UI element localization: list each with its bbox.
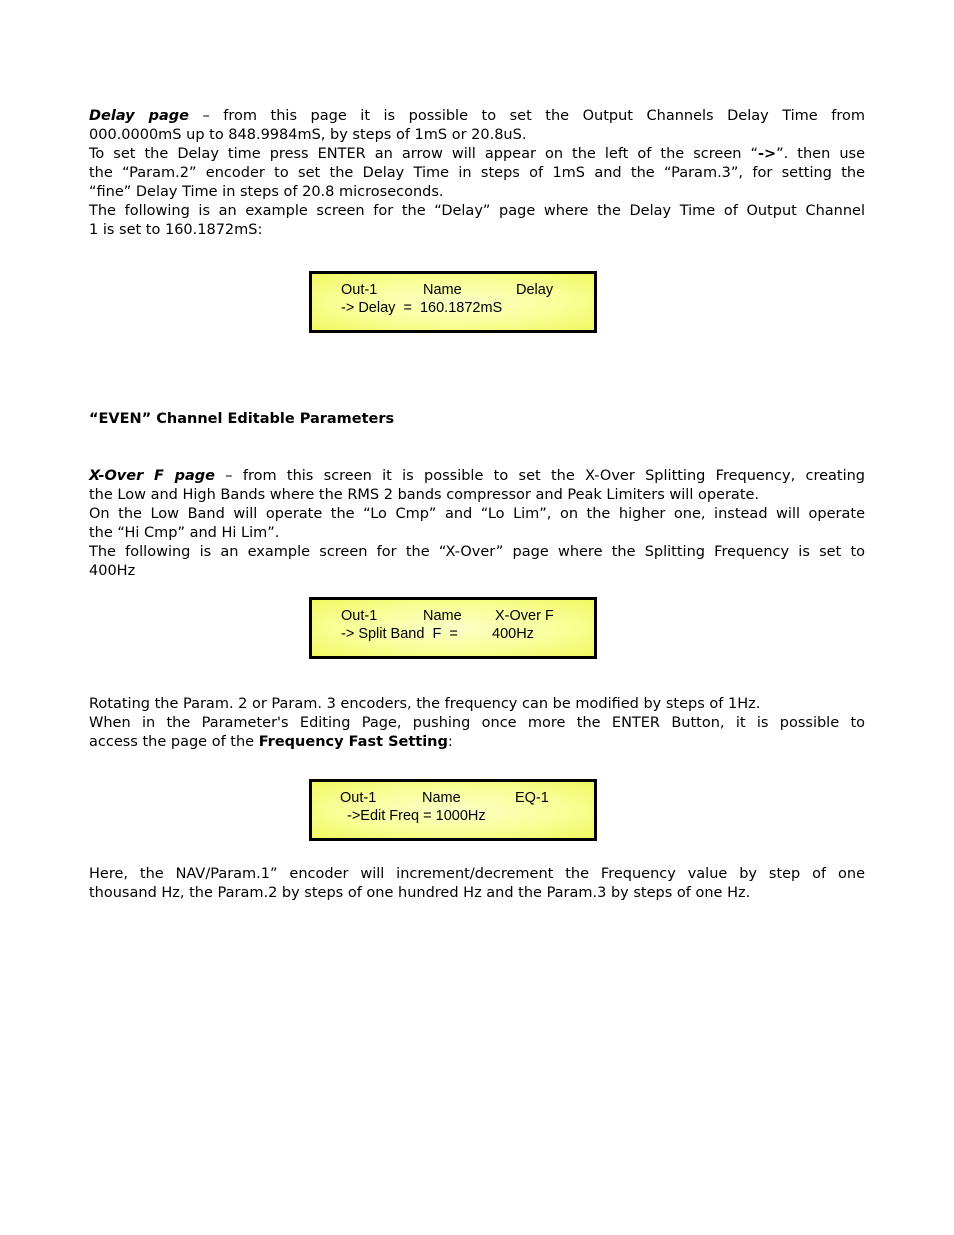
lcd-screen-xover: [309, 597, 597, 659]
rotating-paragraph: [89, 695, 865, 752]
lcd-page-label: Delay: [516, 282, 554, 298]
delay-line-7: 1 is set to 160.1872mS:: [89, 222, 263, 238]
rotating-line-3-a: access the page of the: [89, 734, 259, 750]
here-paragraph: [89, 865, 865, 903]
rotating-line-3-b: :: [447, 734, 453, 750]
even-channel-heading: “EVEN” Channel Editable Parameters: [89, 411, 395, 427]
lcd-screen-eq: [309, 779, 597, 841]
xover-line-3: On the Low Band will operate the “Lo Cmp” and “Lo Lim”, on the higher one, instead will operate: [89, 506, 865, 522]
delay-page-paragraph: [89, 107, 865, 240]
delay-line-2: 000.0000mS up to 848.9984mS, by steps of 1mS or 20.8uS.: [89, 127, 527, 143]
xover-line-1: [89, 467, 865, 486]
delay-line-5: “fine” Delay Time in steps of 20.8 microseconds.: [89, 184, 444, 200]
xover-line-2: the Low and High Bands where the RMS 2 bands compressor and Peak Limiters will operate.: [89, 487, 760, 503]
here-line-1: Here, the NAV/Param.1” encoder will increment/decrement the Frequency value by step of one: [89, 866, 865, 882]
delay-line-6: The following is an example screen for the “Delay” page where the Delay Time of Output Channel: [89, 203, 865, 219]
xover-line-1-text: – from this screen it is possible to set the X-Over Splitting Frequency, creating: [215, 468, 865, 484]
lcd-name-label: Name: [422, 790, 461, 806]
frequency-fast-setting: Frequency Fast Setting: [258, 734, 448, 750]
rotating-line-2: When in the Parameter's Editing Page, pushing once more the ENTER Button, it is possible to: [89, 715, 865, 731]
delay-line-1: [89, 107, 865, 126]
delay-page-title: Delay page: [89, 108, 189, 124]
delay-line-1-text: – from this page it is possible to set the Output Channels Delay Time from: [188, 108, 865, 124]
lcd-name-label: Name: [423, 608, 462, 624]
here-line-2: thousand Hz, the Param.2 by steps of one hundred Hz and the Param.3 by steps of one Hz.: [89, 885, 751, 901]
rotating-line-1: Rotating the Param. 2 or Param. 3 encoders, the frequency can be modified by steps of 1Hz.: [89, 696, 761, 712]
lcd-split-band-value: 400Hz: [492, 626, 534, 642]
lcd-out-label: Out-1: [341, 282, 378, 298]
rotating-line-3: [89, 733, 865, 752]
lcd-edit-freq-value: ->Edit Freq = 1000Hz: [347, 808, 486, 824]
xover-line-4: the “Hi Cmp” and Hi Lim”.: [89, 525, 280, 541]
delay-line-4: the “Param.2” encoder to set the Delay Time in steps of 1mS and the “Param.3”, for setting the: [89, 165, 865, 181]
lcd-page-label: EQ-1: [515, 790, 549, 806]
lcd-split-band-label: -> Split Band F =: [341, 626, 458, 642]
lcd-name-label: Name: [423, 282, 462, 298]
delay-line-3: [89, 145, 865, 164]
arrow-symbol: ->: [757, 146, 777, 162]
lcd-page-label: X-Over F: [495, 608, 554, 624]
delay-line-3-a: To set the Delay time press ENTER an arrow will appear on the left of the screen “: [89, 146, 758, 162]
delay-line-3-b: ”. then use: [776, 146, 865, 162]
lcd-delay-value: -> Delay = 160.1872mS: [341, 300, 503, 316]
xover-page-paragraph: [89, 467, 865, 581]
xover-line-6: 400Hz: [89, 563, 136, 579]
lcd-screen-delay: [309, 271, 597, 333]
xover-page-title: X-Over F page: [89, 468, 215, 484]
xover-line-5: The following is an example screen for the “X-Over” page where the Splitting Frequency is set to: [89, 544, 865, 560]
lcd-out-label: Out-1: [341, 608, 378, 624]
lcd-out-label: Out-1: [340, 790, 377, 806]
